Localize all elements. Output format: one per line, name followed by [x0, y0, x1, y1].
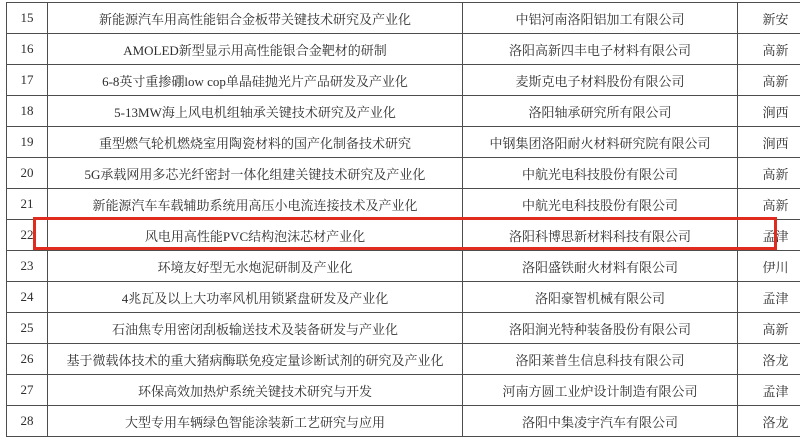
- company-name-cell: 洛阳豪智机械有限公司: [463, 282, 738, 313]
- row-number-cell: 27: [7, 375, 48, 406]
- row-number-cell: 22: [7, 220, 48, 251]
- table-row: [7, 251, 800, 282]
- row-number-cell: 21: [7, 189, 48, 220]
- district-cell: 涧西: [738, 96, 800, 127]
- table-row: [7, 344, 800, 375]
- project-name-cell: 4兆瓦及以上大功率风机用锁紧盘研发及产业化: [48, 282, 463, 313]
- row-number-cell: 17: [7, 65, 48, 96]
- company-name-cell: 洛阳中集凌宇汽车有限公司: [463, 406, 738, 437]
- project-list-table: [6, 2, 800, 437]
- district-cell: 高新: [738, 158, 800, 189]
- row-number-cell: 23: [7, 251, 48, 282]
- row-number-cell: 26: [7, 344, 48, 375]
- table-body: [7, 3, 800, 437]
- table-row: [7, 127, 800, 158]
- company-name-cell: 洛阳轴承研究所有限公司: [463, 96, 738, 127]
- row-number-cell: 15: [7, 3, 48, 34]
- table-row: [7, 96, 800, 127]
- row-number-cell: 18: [7, 96, 48, 127]
- project-name-cell: 5G承载网用多芯光纤密封一体化组建关键技术研究及产业化: [48, 158, 463, 189]
- project-name-cell: AMOLED新型显示用高性能银合金靶材的研制: [48, 34, 463, 65]
- company-name-cell: 中钢集团洛阳耐火材料研究院有限公司: [463, 127, 738, 158]
- table-row: [7, 65, 800, 96]
- district-cell: 孟津: [738, 282, 800, 313]
- company-name-cell: 洛阳科博思新材料科技有限公司: [463, 220, 738, 251]
- table-row: [7, 313, 800, 344]
- project-name-cell: 风电用高性能PVC结构泡沫芯材产业化: [48, 220, 463, 251]
- row-number-cell: 28: [7, 406, 48, 437]
- company-name-cell: 麦斯克电子材料股份有限公司: [463, 65, 738, 96]
- table-row: [7, 375, 800, 406]
- table-row: [7, 158, 800, 189]
- row-number-cell: 16: [7, 34, 48, 65]
- company-name-cell: 洛阳盛铁耐火材料有限公司: [463, 251, 738, 282]
- project-name-cell: 环境友好型无水炮泥研制及产业化: [48, 251, 463, 282]
- project-name-cell: 大型专用车辆绿色智能涂装新工艺研究与应用: [48, 406, 463, 437]
- district-cell: 高新: [738, 313, 800, 344]
- district-cell: 新安: [738, 3, 800, 34]
- table-row: [7, 189, 800, 220]
- district-cell: 孟津: [738, 220, 800, 251]
- company-name-cell: 洛阳涧光特种装备股份有限公司: [463, 313, 738, 344]
- district-cell: 伊川: [738, 251, 800, 282]
- district-cell: 洛龙: [738, 344, 800, 375]
- company-name-cell: 中航光电科技股份有限公司: [463, 189, 738, 220]
- company-name-cell: 中铝河南洛阳铝加工有限公司: [463, 3, 738, 34]
- company-name-cell: 河南方圆工业炉设计制造有限公司: [463, 375, 738, 406]
- project-name-cell: 新能源汽车车载辅助系统用高压小电流连接技术及产业化: [48, 189, 463, 220]
- row-number-cell: 24: [7, 282, 48, 313]
- company-name-cell: 中航光电科技股份有限公司: [463, 158, 738, 189]
- district-cell: 洛龙: [738, 406, 800, 437]
- district-cell: 高新: [738, 189, 800, 220]
- project-name-cell: 6-8英寸重掺硼low cop单晶硅抛光片产品研发及产业化: [48, 65, 463, 96]
- company-name-cell: 洛阳莱普生信息科技有限公司: [463, 344, 738, 375]
- project-name-cell: 环保高效加热炉系统关键技术研究与开发: [48, 375, 463, 406]
- company-name-cell: 洛阳高新四丰电子材料有限公司: [463, 34, 738, 65]
- row-number-cell: 19: [7, 127, 48, 158]
- table-row: [7, 34, 800, 65]
- row-number-cell: 20: [7, 158, 48, 189]
- district-cell: 高新: [738, 34, 800, 65]
- table-row: [7, 406, 800, 437]
- district-cell: 高新: [738, 65, 800, 96]
- project-name-cell: 石油焦专用密闭刮板输送技术及装备研发与产业化: [48, 313, 463, 344]
- table-row: [7, 282, 800, 313]
- project-name-cell: 新能源汽车用高性能铝合金板带关键技术研究及产业化: [48, 3, 463, 34]
- district-cell: 孟津: [738, 375, 800, 406]
- project-name-cell: 基于微载体技术的重大猪病酶联免疫定量诊断试剂的研究及产业化: [48, 344, 463, 375]
- table-row: [7, 220, 800, 251]
- project-name-cell: 5-13MW海上风电机组轴承关键技术研究及产业化: [48, 96, 463, 127]
- district-cell: 涧西: [738, 127, 800, 158]
- project-name-cell: 重型燃气轮机燃烧室用陶瓷材料的国产化制备技术研究: [48, 127, 463, 158]
- row-number-cell: 25: [7, 313, 48, 344]
- table-row: [7, 3, 800, 34]
